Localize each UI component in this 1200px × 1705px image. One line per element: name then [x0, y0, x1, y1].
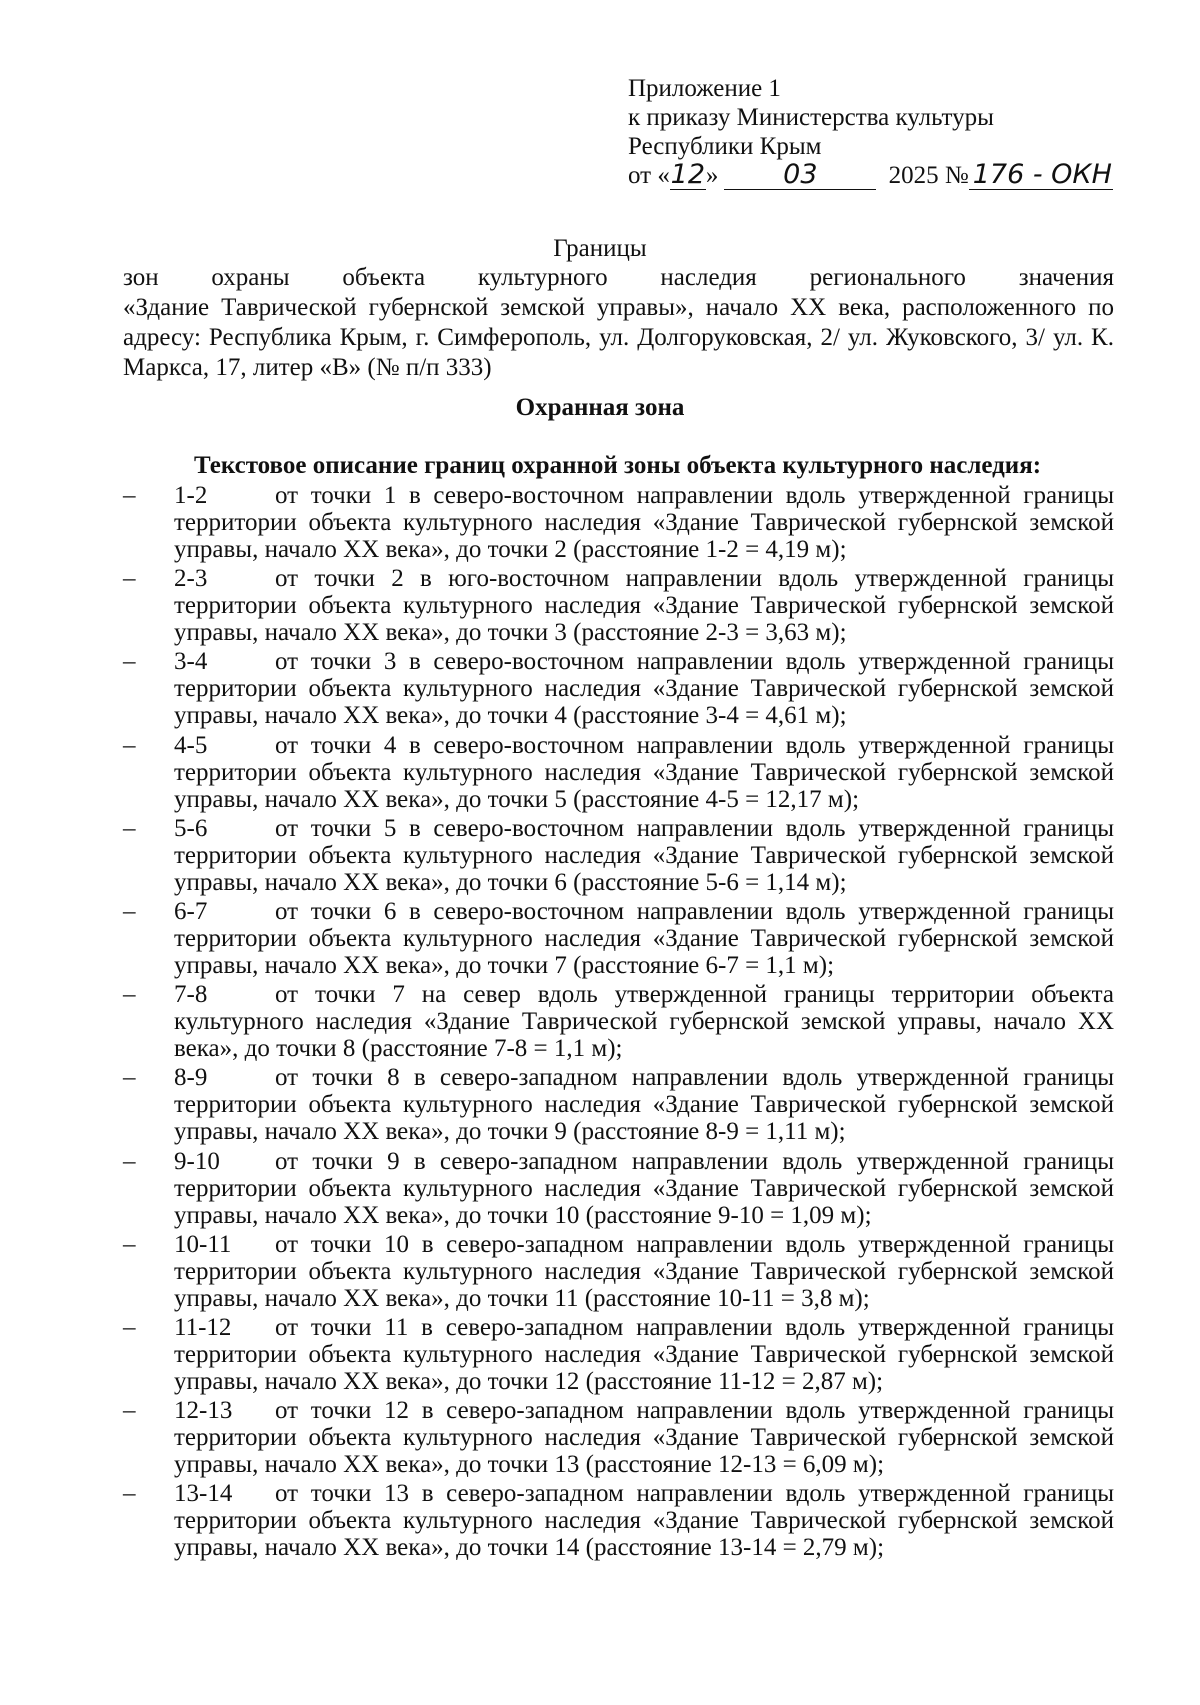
segment-description: от точки 9 в северо-западном направлении вдоль утвержденной границы территории объекта культурного наследия «Здание Таврической губернской земской управы, начало XX века», до точки 10 (расстояние 9-10 = 1,09 м); [174, 1147, 1114, 1229]
segment-description: от точки 4 в северо-восточном направлении вдоль утвержденной границы территории объекта культурного наследия «Здание Таврической губернской земской управы, начало XX века», до точки 5 (расстояние 4-5 = 12,17 м); [174, 731, 1114, 813]
segment-label: 11-12 [174, 1313, 232, 1341]
segment-label: 5-6 [174, 814, 208, 842]
list-item [123, 1480, 1114, 1563]
zone-heading: Охранная зона [515, 394, 685, 421]
order-number-field [969, 159, 1113, 190]
list-dash: – [123, 1230, 136, 1258]
list-item [123, 898, 1114, 981]
title-word-3: культурного [477, 264, 608, 291]
segment-description: от точки 6 в северо-восточном направлении вдоль утвержденной границы территории объекта культурного наследия «Здание Таврической губернской земской управы, начало XX века», до точки 7 (расстояние 6-7 = 1,1 м); [174, 897, 1114, 979]
segment-description: от точки 10 в северо-западном направлении вдоль утвержденной границы территории объекта культурного наследия «Здание Таврической губернской земской управы, начало XX века», до точки 11 (расстояние 10-11 = 3,8 м); [174, 1230, 1114, 1312]
segment-description: от точки 11 в северо-западном направлении вдоль утвержденной границы территории объекта культурного наследия «Здание Таврической губернской земской управы, начало XX века», до точки 12 (расстояние 11-12 = 2,87 м); [174, 1313, 1114, 1395]
segment-label: 8-9 [174, 1064, 208, 1092]
date-prefix: от « [628, 162, 670, 189]
segment-description: от точки 13 в северо-западном направлении вдоль утвержденной границы территории объекта культурного наследия «Здание Таврической губернской земской управы, начало XX века», до точки 14 (расстояние 13-14 = 2,79 м); [174, 1480, 1114, 1562]
year-prefix: 2025 № [888, 162, 969, 189]
list-item [123, 815, 1114, 898]
date-mid: » [705, 162, 719, 189]
date-day-field [670, 159, 706, 190]
title-rest: «Здание Таврической губернской земской управы», начало XX века, расположенного по адресу: Республика Крым, г. Симферополь, ул. Долгоруковская, 2/ ул. Жуковского, 3/ ул. К. Маркса, 17, литер «В» (№ п/п 333) [123, 294, 1114, 381]
title-word-5: регионального [809, 264, 966, 291]
title-word-2: объекта [342, 264, 426, 291]
list-dash: – [123, 565, 136, 593]
handwritten-order-number: 176 - ОКН [972, 159, 1112, 190]
republic-name: Республики Крым [628, 133, 822, 160]
segment-label: 6-7 [174, 897, 208, 925]
appendix-header [628, 74, 1113, 190]
segment-label: 3-4 [174, 648, 208, 676]
segment-description: от точки 12 в северо-западном направлении вдоль утвержденной границы территории объекта культурного наследия «Здание Таврической губернской земской управы, начало XX века», до точки 13 (расстояние 12-13 = 6,09 м); [174, 1397, 1114, 1479]
list-dash: – [123, 731, 136, 759]
list-dash: – [123, 1064, 136, 1092]
description-heading: Текстовое описание границ охранной зоны объекта культурного наследия: [194, 452, 1042, 479]
list-dash: – [123, 482, 136, 509]
segment-label: 10-11 [174, 1230, 232, 1258]
list-item [123, 1397, 1114, 1480]
list-item [123, 981, 1114, 1064]
segment-label: 9-10 [174, 1147, 220, 1175]
list-dash: – [123, 1313, 136, 1341]
handwritten-month: 03 [783, 159, 818, 190]
segment-description: от точки 1 в северо-восточном направлении вдоль утвержденной границы территории объекта культурного наследия «Здание Таврической губернской земской управы, начало XX века», до точки 2 (расстояние 1-2 = 4,19 м); [174, 482, 1114, 563]
boundary-list [123, 482, 1114, 1563]
title-first-line [123, 263, 1114, 293]
segment-label: 7-8 [174, 981, 208, 1009]
segment-description: от точки 7 на север вдоль утвержденной границы территории объекта культурного наследия «Здание Таврической губернской земской управы, начало XX века», до точки 8 (расстояние 7-8 = 1,1 м); [174, 981, 1114, 1063]
title-body [123, 263, 1114, 383]
appendix-number: Приложение 1 [628, 75, 781, 102]
list-item [123, 732, 1114, 815]
handwritten-day: 12 [670, 159, 706, 190]
segment-label: 12-13 [174, 1397, 233, 1425]
segment-label: 2-3 [174, 565, 208, 593]
title-word-4: наследия [660, 264, 757, 291]
list-item [123, 1148, 1114, 1231]
list-dash: – [123, 1480, 136, 1508]
segment-description: от точки 2 в юго-восточном направлении вдоль утвержденной границы территории объекта культурного наследия «Здание Таврической губернской земской управы, начало XX века», до точки 3 (расстояние 2-3 = 3,63 м); [174, 565, 1114, 647]
list-item [123, 1314, 1114, 1397]
title-word-0: зон [123, 264, 159, 291]
list-item [123, 1064, 1114, 1147]
list-item [123, 648, 1114, 731]
list-dash: – [123, 981, 136, 1009]
segment-label: 1-2 [174, 482, 208, 509]
order-reference: к приказу Министерства культуры [628, 104, 994, 131]
title-word-6: значения [1018, 264, 1114, 291]
list-dash: – [123, 648, 136, 676]
order-date-line [628, 161, 1113, 190]
title-word-1: охраны [211, 264, 290, 291]
list-dash: – [123, 814, 136, 842]
list-dash: – [123, 897, 136, 925]
list-item [123, 1231, 1114, 1314]
title-word: Границы [553, 235, 647, 262]
list-item [123, 482, 1114, 565]
list-dash: – [123, 1147, 136, 1175]
segment-description: от точки 3 в северо-восточном направлении вдоль утвержденной границы территории объекта культурного наследия «Здание Таврической губернской земской управы, начало XX века», до точки 4 (расстояние 3-4 = 4,61 м); [174, 648, 1114, 730]
segment-label: 4-5 [174, 731, 208, 759]
date-month-field [724, 159, 876, 190]
list-item [123, 565, 1114, 648]
segment-label: 13-14 [174, 1480, 233, 1508]
segment-description: от точки 8 в северо-западном направлении вдоль утвержденной границы территории объекта культурного наследия «Здание Таврической губернской земской управы, начало XX века», до точки 9 (расстояние 8-9 = 1,11 м); [174, 1064, 1114, 1146]
segment-description: от точки 5 в северо-восточном направлении вдоль утвержденной границы территории объекта культурного наследия «Здание Таврической губернской земской управы, начало XX века», до точки 6 (расстояние 5-6 = 1,14 м); [174, 814, 1114, 896]
list-dash: – [123, 1397, 136, 1425]
